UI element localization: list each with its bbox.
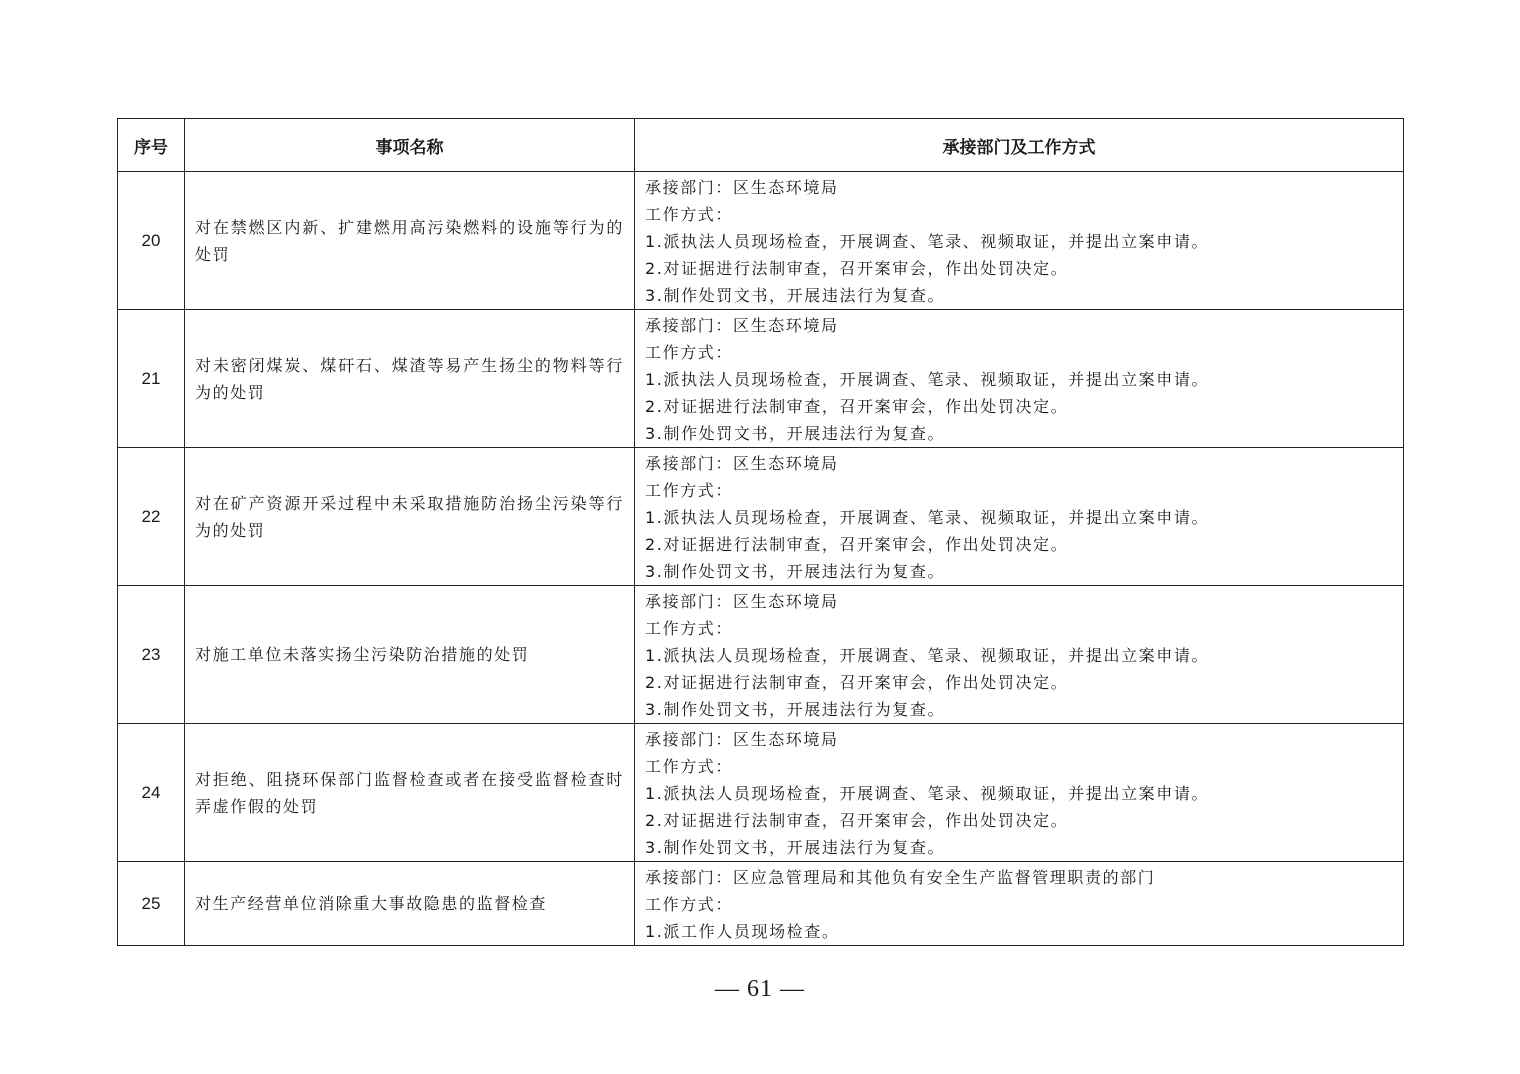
table-row (118, 586, 1404, 724)
dept-line: 工作方式： (645, 619, 734, 638)
dept-line: 承接部门：区生态环境局 (645, 178, 839, 197)
dept-line: 3.制作处罚文书，开展违法行为复查。 (645, 700, 946, 719)
dept-line: 1.派工作人员现场检查。 (645, 922, 840, 941)
row-number: 20 (118, 172, 185, 310)
header-department-method: 承接部门及工作方式 (635, 119, 1404, 172)
dept-line: 工作方式： (645, 205, 734, 224)
row-number: 21 (118, 310, 185, 448)
department-method (635, 586, 1404, 724)
dept-line: 1.派执法人员现场检查，开展调查、笔录、视频取证，并提出立案申请。 (645, 508, 1210, 527)
items-table (117, 118, 1404, 946)
row-number: 22 (118, 448, 185, 586)
table-row (118, 310, 1404, 448)
dept-line: 承接部门：区生态环境局 (645, 730, 839, 749)
row-number: 24 (118, 724, 185, 862)
item-name: 对在矿产资源开采过程中未采取措施防治扬尘污染等行为的处罚 (185, 448, 635, 586)
dept-line: 3.制作处罚文书，开展违法行为复查。 (645, 562, 946, 581)
department-method (635, 862, 1404, 946)
dept-line: 3.制作处罚文书，开展违法行为复查。 (645, 286, 946, 305)
dept-line: 2.对证据进行法制审查，召开案审会，作出处罚决定。 (645, 535, 1069, 554)
dept-line: 承接部门：区生态环境局 (645, 316, 839, 335)
department-method (635, 448, 1404, 586)
table-row (118, 172, 1404, 310)
dept-line: 承接部门：区生态环境局 (645, 592, 839, 611)
item-name: 对在禁燃区内新、扩建燃用高污染燃料的设施等行为的处罚 (185, 172, 635, 310)
dept-line: 1.派执法人员现场检查，开展调查、笔录、视频取证，并提出立案申请。 (645, 370, 1210, 389)
item-name: 对生产经营单位消除重大事故隐患的监督检查 (185, 862, 635, 946)
dept-line: 工作方式： (645, 895, 734, 914)
dept-line: 1.派执法人员现场检查，开展调查、笔录、视频取证，并提出立案申请。 (645, 784, 1210, 803)
table-row (118, 724, 1404, 862)
dept-line: 工作方式： (645, 343, 734, 362)
item-name: 对未密闭煤炭、煤矸石、煤渣等易产生扬尘的物料等行为的处罚 (185, 310, 635, 448)
dept-line: 2.对证据进行法制审查，召开案审会，作出处罚决定。 (645, 397, 1069, 416)
table-header-row (118, 119, 1404, 172)
dept-line: 2.对证据进行法制审查，召开案审会，作出处罚决定。 (645, 259, 1069, 278)
dept-line: 承接部门：区应急管理局和其他负有安全生产监督管理职责的部门 (645, 868, 1156, 887)
dept-line: 2.对证据进行法制审查，召开案审会，作出处罚决定。 (645, 811, 1069, 830)
dept-line: 工作方式： (645, 481, 734, 500)
department-method (635, 310, 1404, 448)
dept-line: 承接部门：区生态环境局 (645, 454, 839, 473)
item-name: 对施工单位未落实扬尘污染防治措施的处罚 (185, 586, 635, 724)
dept-line: 1.派执法人员现场检查，开展调查、笔录、视频取证，并提出立案申请。 (645, 646, 1210, 665)
department-method (635, 172, 1404, 310)
header-serial-number: 序号 (118, 119, 185, 172)
header-item-name: 事项名称 (185, 119, 635, 172)
item-name: 对拒绝、阻挠环保部门监督检查或者在接受监督检查时弄虚作假的处罚 (185, 724, 635, 862)
dept-line: 1.派执法人员现场检查，开展调查、笔录、视频取证，并提出立案申请。 (645, 232, 1210, 251)
page-number: — 61 — (715, 976, 805, 1002)
department-method (635, 724, 1404, 862)
dept-line: 3.制作处罚文书，开展违法行为复查。 (645, 838, 946, 857)
dept-line: 工作方式： (645, 757, 734, 776)
row-number: 23 (118, 586, 185, 724)
table-row (118, 448, 1404, 586)
dept-line: 3.制作处罚文书，开展违法行为复查。 (645, 424, 946, 443)
row-number: 25 (118, 862, 185, 946)
dept-line: 2.对证据进行法制审查，召开案审会，作出处罚决定。 (645, 673, 1069, 692)
table-row (118, 862, 1404, 946)
